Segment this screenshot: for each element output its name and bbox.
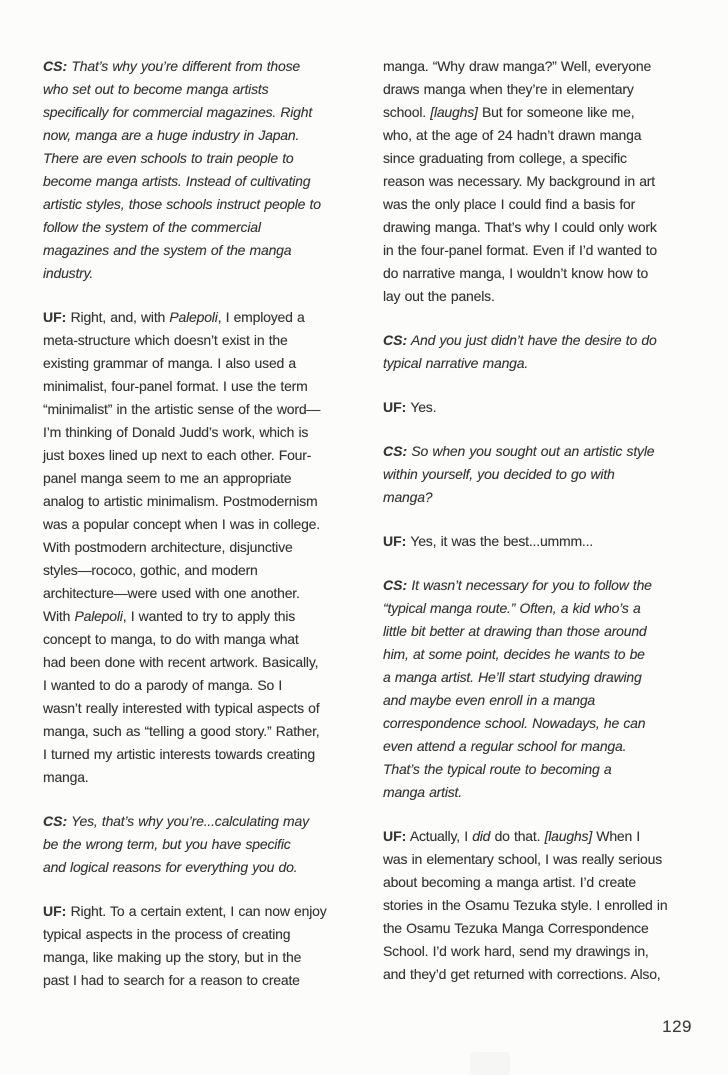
text-line: the Osamu Tezuka Manga Correspondence [383, 920, 649, 936]
text-line: and maybe even enroll in a manga [383, 692, 596, 708]
dialog-paragraph-cs [383, 574, 705, 804]
text-line: With postmodern architecture, disjunctive [43, 539, 293, 555]
text-line: lay out the panels. [383, 288, 495, 304]
text-line: manga. “Why draw manga?” Well, everyone [383, 58, 652, 74]
dialog-paragraph-uf [43, 306, 365, 789]
dialog-paragraph-uf [383, 530, 705, 553]
text-line: magazines and the system of the manga [43, 242, 292, 258]
text-line: him, at some point, decides he wants to be [383, 646, 645, 662]
text-line: manga, like making up the story, but in the [43, 949, 302, 965]
text-line: manga, such as “telling a good story.” Rather, [43, 723, 320, 739]
text-line: With Palepoli, I wanted to try to apply this [43, 608, 296, 624]
text-line: existing grammar of manga. I also used a [43, 355, 296, 371]
text-line: who set out to become manga artists [43, 81, 269, 97]
text-line: typical narrative manga. [383, 355, 529, 371]
text-line: a manga artist. He’ll start studying drawing [383, 669, 642, 685]
text-line: UF: Right. To a certain extent, I can now enjoy [43, 903, 327, 919]
text-line: “typical manga route.” Often, a kid who’s a [383, 600, 641, 616]
text-line: school. [laughs] But for someone like me, [383, 104, 635, 120]
text-line: analog to artistic minimalism. Postmodernism [43, 493, 318, 509]
dialog-paragraph-cs [43, 810, 365, 879]
text-line: UF: Yes. [383, 399, 437, 415]
text-line: follow the system of the commercial [43, 219, 261, 235]
text-line: panel manga seem to me an appropriate [43, 470, 292, 486]
text-line: wasn’t really interested with typical aspects of [43, 700, 320, 716]
text-line: be the wrong term, but you have specific [43, 836, 291, 852]
dialog-paragraph-uf [43, 900, 365, 992]
text-line: I turned my artistic interests towards creating [43, 746, 315, 762]
text-line: correspondence school. Nowadays, he can [383, 715, 646, 731]
text-line: within yourself, you decided to go with [383, 466, 615, 482]
text-line: had been done with recent artwork. Basically, [43, 654, 319, 670]
text-line: stories in the Osamu Tezuka style. I enrolled in [383, 897, 668, 913]
text-line: since graduating from college, a specific [383, 150, 627, 166]
text-line: I’m thinking of Donald Judd’s work, which is [43, 424, 309, 440]
dialog-paragraph-uf [383, 396, 705, 419]
text-line: manga? [383, 489, 433, 505]
text-line: CS: That’s why you’re different from those [43, 58, 300, 74]
text-line: typical aspects in the process of creating [43, 926, 291, 942]
scan-smudge [470, 1052, 510, 1075]
text-line: past I had to search for a reason to create [43, 972, 300, 988]
text-line: I wanted to do a parody of manga. So I [43, 677, 283, 693]
text-line: was the only place I could find a basis for [383, 196, 636, 212]
text-line: in the four-panel format. Even if I’d wanted to [383, 242, 657, 258]
text-line: UF: Actually, I did do that. [laughs] When I [383, 828, 641, 844]
text-line: UF: Right, and, with Palepoli, I employed a [43, 309, 305, 325]
text-line: manga. [43, 769, 89, 785]
dialog-paragraph-uf [383, 825, 705, 986]
text-line: reason was necessary. My background in art [383, 173, 655, 189]
text-line: become manga artists. Instead of cultivating [43, 173, 311, 189]
dialog-paragraph-cs [383, 440, 705, 509]
text-line: drawing manga. That’s why I could only work [383, 219, 657, 235]
text-line: concept to manga, to do with manga what [43, 631, 299, 647]
text-line: and they’d get returned with corrections. Also, [383, 966, 661, 982]
text-line: was a popular concept when I was in college. [43, 516, 320, 532]
text-line: about becoming a manga artist. I’d create [383, 874, 636, 890]
text-line: “minimalist” in the artistic sense of the word— [43, 401, 321, 417]
text-line: minimalist, four-panel format. I use the term [43, 378, 308, 394]
text-line: draws manga when they’re in elementary [383, 81, 634, 97]
text-line: styles—rococo, gothic, and modern [43, 562, 258, 578]
text-line: CS: And you just didn’t have the desire to do [383, 332, 657, 348]
text-line: now, manga are a huge industry in Japan. [43, 127, 300, 143]
text-line: manga artist. [383, 784, 462, 800]
text-column-left [43, 55, 365, 1013]
text-line: specifically for commercial magazines. Right [43, 104, 313, 120]
text-line: meta-structure which doesn’t exist in the [43, 332, 288, 348]
text-line: School. I’d work hard, send my drawings in, [383, 943, 649, 959]
text-line: architecture—were used with one another. [43, 585, 300, 601]
text-line: who, at the age of 24 hadn’t drawn manga [383, 127, 642, 143]
text-line: artistic styles, those schools instruct people to [43, 196, 321, 212]
text-line: little bit better at drawing than those around [383, 623, 647, 639]
text-line: There are even schools to train people to [43, 150, 294, 166]
dialog-paragraph-continuation [383, 55, 705, 308]
dialog-paragraph-cs [43, 55, 365, 285]
text-line: CS: It wasn’t necessary for you to follow the [383, 577, 652, 593]
page-number: 129 [662, 1017, 692, 1036]
text-line: industry. [43, 265, 94, 281]
text-line: UF: Yes, it was the best...ummm... [383, 533, 593, 549]
text-line: That’s the typical route to becoming a [383, 761, 612, 777]
text-line: just boxes lined up next to each other. Four- [43, 447, 312, 463]
text-line: even attend a regular school for manga. [383, 738, 627, 754]
text-line: do narrative manga, I wouldn’t know how to [383, 265, 649, 281]
text-column-right [383, 55, 705, 1007]
text-line: and logical reasons for everything you do. [43, 859, 298, 875]
dialog-paragraph-cs [383, 329, 705, 375]
text-line: was in elementary school, I was really serious [383, 851, 663, 867]
text-line: CS: So when you sought out an artistic style [383, 443, 655, 459]
text-line: CS: Yes, that’s why you’re...calculating may [43, 813, 309, 829]
